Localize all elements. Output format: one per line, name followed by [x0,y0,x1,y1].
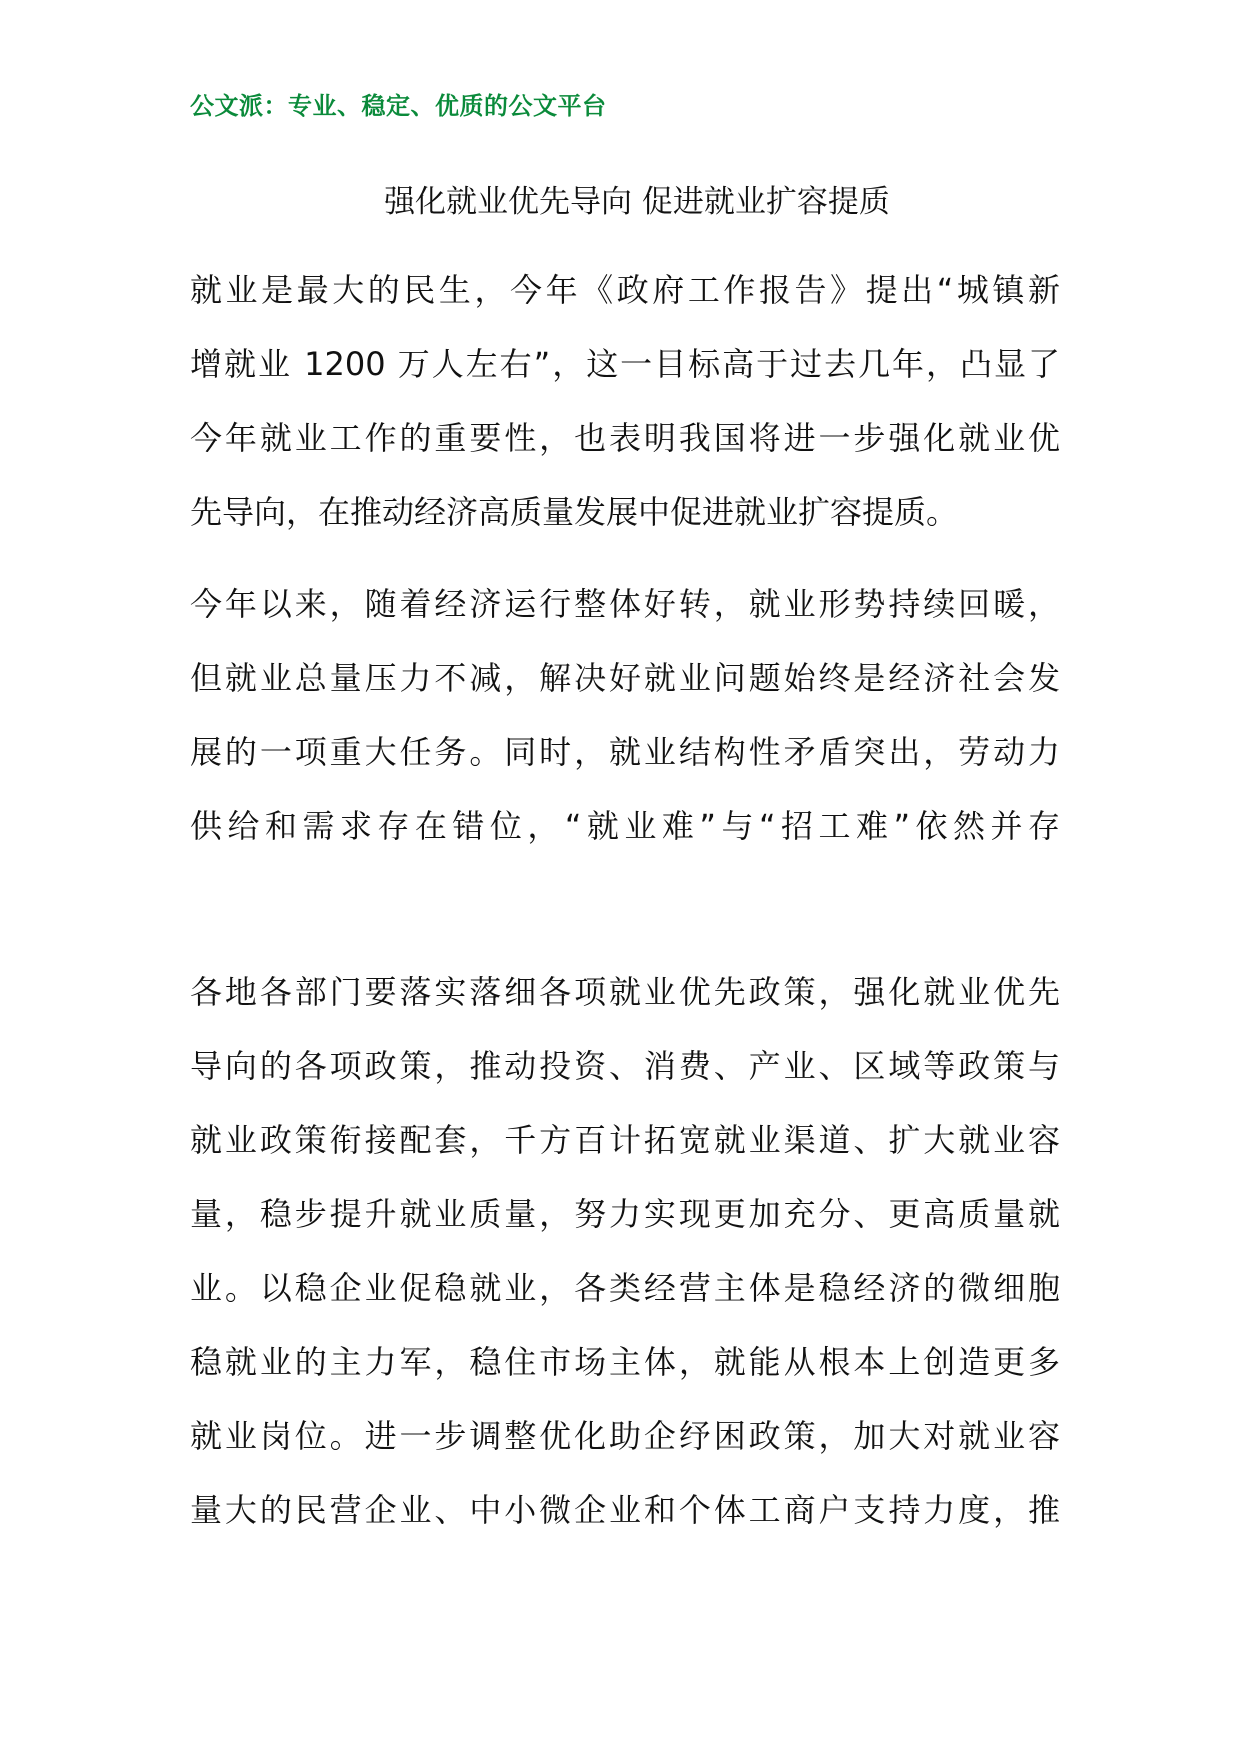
paragraph-line: 量，稳步提升就业质量，努力实现更加充分、更高质量就 [190,1195,1060,1233]
paragraph-line: 供给和需求存在错位，“就业难”与“招工难”依然并存 [190,807,1060,845]
paragraph-1 [190,253,1060,549]
paragraph-line: 就业是最大的民生，今年《政府工作报告》提出“城镇新 [190,271,1060,309]
paragraph-line: 量大的民营企业、中小微企业和个体工商户支持力度，推 [190,1491,1060,1529]
paragraph-line: 导向的各项政策，推动投资、消费、产业、区域等政策与 [190,1047,1060,1085]
paragraph-line: 就业岗位。进一步调整优化助企纾困政策，加大对就业容 [190,1417,1060,1455]
paragraph-line: 今年以来，随着经济运行整体好转，就业形势持续回暖， [190,585,1060,623]
paragraph-line: 稳就业的主力军，稳住市场主体，就能从根本上创造更多 [190,1343,1060,1381]
paragraph-line: 但就业总量压力不减，解决好就业问题始终是经济社会发 [190,659,1060,697]
paragraph-line: 就业政策衔接配套，千方百计拓宽就业渠道、扩大就业容 [190,1121,1060,1159]
paragraph-3 [190,955,1060,1547]
document-title: 强化就业优先导向 促进就业扩容提质 [384,184,890,220]
header-brand-text: 公文派：专业、稳定、优质的公文平台 [190,91,607,120]
paragraph-line: 展的一项重大任务。同时，就业结构性矛盾突出，劳动力 [190,733,1060,771]
paragraph-line: 各地各部门要落实落细各项就业优先政策，强化就业优先 [190,973,1060,1011]
paragraph-2 [190,567,1060,863]
paragraph-line: 增就业 1200 万人左右”，这一目标高于过去几年，凸显了 [190,345,1060,383]
paragraph-line: 今年就业工作的重要性，也表明我国将进一步强化就业优 [190,419,1060,457]
paragraph-line: 业。以稳企业促稳就业，各类经营主体是稳经济的微细胞 [190,1269,1060,1307]
paragraph-line: 先导向，在推动经济高质量发展中促进就业扩容提质。 [190,493,959,531]
